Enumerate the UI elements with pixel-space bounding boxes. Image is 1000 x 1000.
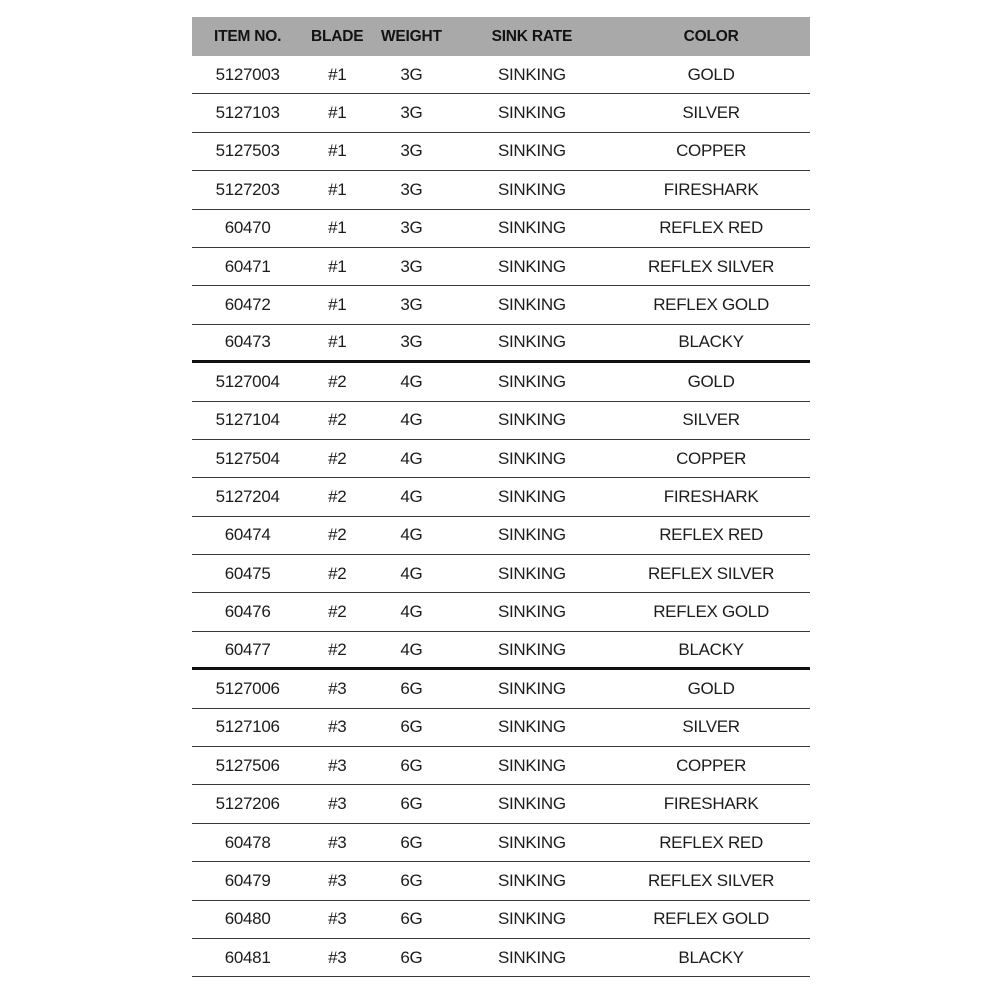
header-item-no: ITEM NO. xyxy=(213,27,282,45)
table-row xyxy=(192,56,810,94)
cell-weight: 4G xyxy=(400,410,423,430)
cell-weight: 4G xyxy=(400,525,423,545)
cell-item-no: 60480 xyxy=(224,909,271,929)
header-blade: BLADE xyxy=(311,27,364,45)
cell-blade: #3 xyxy=(328,909,347,929)
cell-sink-rate: SINKING xyxy=(497,947,566,967)
cell-color: FIRESHARK xyxy=(663,794,759,814)
cell-blade: #1 xyxy=(328,179,347,199)
cell-item-no: 60474 xyxy=(224,525,271,545)
table-row xyxy=(192,94,810,132)
cell-weight: 6G xyxy=(400,870,423,890)
table-row xyxy=(192,286,810,324)
cell-item-no: 5127104 xyxy=(215,410,280,430)
cell-color: BLACKY xyxy=(678,639,744,659)
cell-item-no: 5127503 xyxy=(215,141,280,161)
cell-color: COPPER xyxy=(676,448,747,468)
cell-weight: 6G xyxy=(400,832,423,852)
cell-color: REFLEX RED xyxy=(659,832,763,852)
cell-color: FIRESHARK xyxy=(663,179,759,199)
cell-sink-rate: SINKING xyxy=(497,103,566,123)
cell-sink-rate: SINKING xyxy=(497,486,566,506)
cell-item-no: 60477 xyxy=(224,639,271,659)
table-row xyxy=(192,555,810,593)
table-row xyxy=(192,824,810,862)
cell-weight: 6G xyxy=(400,755,423,775)
cell-weight: 6G xyxy=(400,678,423,698)
cell-blade: #2 xyxy=(328,602,347,622)
cell-sink-rate: SINKING xyxy=(497,448,566,468)
cell-item-no: 60481 xyxy=(224,947,271,967)
cell-weight: 3G xyxy=(400,179,423,199)
cell-sink-rate: SINKING xyxy=(497,256,566,276)
cell-blade: #2 xyxy=(328,448,347,468)
cell-color: REFLEX SILVER xyxy=(647,563,775,583)
table-row xyxy=(192,440,810,478)
cell-sink-rate: SINKING xyxy=(497,525,566,545)
cell-weight: 6G xyxy=(400,794,423,814)
cell-color: COPPER xyxy=(676,755,747,775)
product-spec-table xyxy=(192,17,810,977)
cell-item-no: 5127204 xyxy=(215,486,280,506)
cell-item-no: 60476 xyxy=(224,602,271,622)
cell-weight: 4G xyxy=(400,486,423,506)
cell-blade: #2 xyxy=(328,486,347,506)
header-color: COLOR xyxy=(683,27,739,45)
cell-sink-rate: SINKING xyxy=(497,179,566,199)
cell-blade: #3 xyxy=(328,755,347,775)
cell-blade: #2 xyxy=(328,639,347,659)
cell-blade: #3 xyxy=(328,870,347,890)
cell-color: SILVER xyxy=(682,103,740,123)
table-row xyxy=(192,670,810,708)
cell-color: BLACKY xyxy=(678,332,744,352)
cell-item-no: 5127103 xyxy=(215,103,280,123)
cell-color: SILVER xyxy=(682,410,740,430)
table-row xyxy=(192,901,810,939)
cell-item-no: 5127004 xyxy=(215,371,280,391)
cell-weight: 4G xyxy=(400,563,423,583)
cell-item-no: 60471 xyxy=(224,256,271,276)
cell-color: FIRESHARK xyxy=(663,486,759,506)
cell-sink-rate: SINKING xyxy=(497,870,566,890)
cell-weight: 6G xyxy=(400,717,423,737)
cell-color: GOLD xyxy=(687,678,735,698)
table-row xyxy=(192,248,810,286)
cell-color: REFLEX RED xyxy=(659,525,763,545)
cell-item-no: 5127504 xyxy=(215,448,280,468)
cell-color: REFLEX SILVER xyxy=(647,256,775,276)
header-sink-rate: SINK RATE xyxy=(491,27,573,45)
cell-weight: 6G xyxy=(400,947,423,967)
cell-item-no: 5127203 xyxy=(215,179,280,199)
cell-color: REFLEX SILVER xyxy=(647,870,775,890)
cell-blade: #3 xyxy=(328,832,347,852)
cell-color: GOLD xyxy=(687,371,735,391)
cell-blade: #1 xyxy=(328,141,347,161)
cell-sink-rate: SINKING xyxy=(497,141,566,161)
cell-color: REFLEX GOLD xyxy=(653,602,769,622)
table-body xyxy=(192,56,810,977)
table-row xyxy=(192,939,810,977)
cell-weight: 6G xyxy=(400,909,423,929)
table-row xyxy=(192,133,810,171)
cell-blade: #1 xyxy=(328,103,347,123)
cell-weight: 3G xyxy=(400,64,423,84)
cell-sink-rate: SINKING xyxy=(497,755,566,775)
cell-sink-rate: SINKING xyxy=(497,602,566,622)
cell-weight: 4G xyxy=(400,448,423,468)
cell-sink-rate: SINKING xyxy=(497,371,566,391)
cell-item-no: 5127006 xyxy=(215,678,280,698)
cell-item-no: 5127506 xyxy=(215,755,280,775)
table-row xyxy=(192,862,810,900)
cell-color: BLACKY xyxy=(678,947,744,967)
cell-sink-rate: SINKING xyxy=(497,832,566,852)
cell-color: COPPER xyxy=(676,141,747,161)
cell-weight: 3G xyxy=(400,218,423,238)
table-row xyxy=(192,210,810,248)
table-row xyxy=(192,747,810,785)
cell-item-no: 5127206 xyxy=(215,794,280,814)
table-row xyxy=(192,785,810,823)
cell-blade: #1 xyxy=(328,64,347,84)
cell-sink-rate: SINKING xyxy=(497,410,566,430)
cell-blade: #2 xyxy=(328,563,347,583)
cell-blade: #2 xyxy=(328,525,347,545)
cell-item-no: 60478 xyxy=(224,832,271,852)
cell-item-no: 60472 xyxy=(224,295,271,315)
table-row xyxy=(192,593,810,631)
table-header-row xyxy=(192,17,810,56)
cell-blade: #2 xyxy=(328,371,347,391)
cell-weight: 3G xyxy=(400,332,423,352)
cell-weight: 3G xyxy=(400,295,423,315)
header-weight: WEIGHT xyxy=(380,27,442,45)
cell-sink-rate: SINKING xyxy=(497,794,566,814)
table-row xyxy=(192,517,810,555)
table-row xyxy=(192,402,810,440)
cell-color: REFLEX GOLD xyxy=(653,295,769,315)
cell-weight: 3G xyxy=(400,256,423,276)
cell-weight: 4G xyxy=(400,371,423,391)
cell-blade: #1 xyxy=(328,332,347,352)
cell-color: SILVER xyxy=(682,717,740,737)
cell-blade: #3 xyxy=(328,794,347,814)
cell-color: GOLD xyxy=(687,64,735,84)
table-row xyxy=(192,363,810,401)
cell-sink-rate: SINKING xyxy=(497,639,566,659)
cell-color: REFLEX GOLD xyxy=(653,909,769,929)
cell-weight: 3G xyxy=(400,103,423,123)
cell-blade: #1 xyxy=(328,256,347,276)
cell-blade: #1 xyxy=(328,295,347,315)
cell-item-no: 60470 xyxy=(224,218,271,238)
table-row xyxy=(192,171,810,209)
cell-sink-rate: SINKING xyxy=(497,717,566,737)
table-row xyxy=(192,632,810,670)
cell-sink-rate: SINKING xyxy=(497,563,566,583)
cell-color: REFLEX RED xyxy=(659,218,763,238)
cell-item-no: 60473 xyxy=(224,332,271,352)
cell-item-no: 60479 xyxy=(224,870,271,890)
table-row xyxy=(192,325,810,363)
table-row xyxy=(192,709,810,747)
cell-sink-rate: SINKING xyxy=(497,332,566,352)
cell-item-no: 5127106 xyxy=(215,717,280,737)
cell-item-no: 5127003 xyxy=(215,64,280,84)
cell-weight: 4G xyxy=(400,602,423,622)
cell-item-no: 60475 xyxy=(224,563,271,583)
cell-weight: 4G xyxy=(400,639,423,659)
cell-sink-rate: SINKING xyxy=(497,64,566,84)
cell-blade: #3 xyxy=(328,678,347,698)
cell-sink-rate: SINKING xyxy=(497,218,566,238)
cell-sink-rate: SINKING xyxy=(497,909,566,929)
cell-sink-rate: SINKING xyxy=(497,678,566,698)
cell-sink-rate: SINKING xyxy=(497,295,566,315)
cell-weight: 3G xyxy=(400,141,423,161)
cell-blade: #2 xyxy=(328,410,347,430)
table-row xyxy=(192,478,810,516)
cell-blade: #1 xyxy=(328,218,347,238)
cell-blade: #3 xyxy=(328,717,347,737)
cell-blade: #3 xyxy=(328,947,347,967)
